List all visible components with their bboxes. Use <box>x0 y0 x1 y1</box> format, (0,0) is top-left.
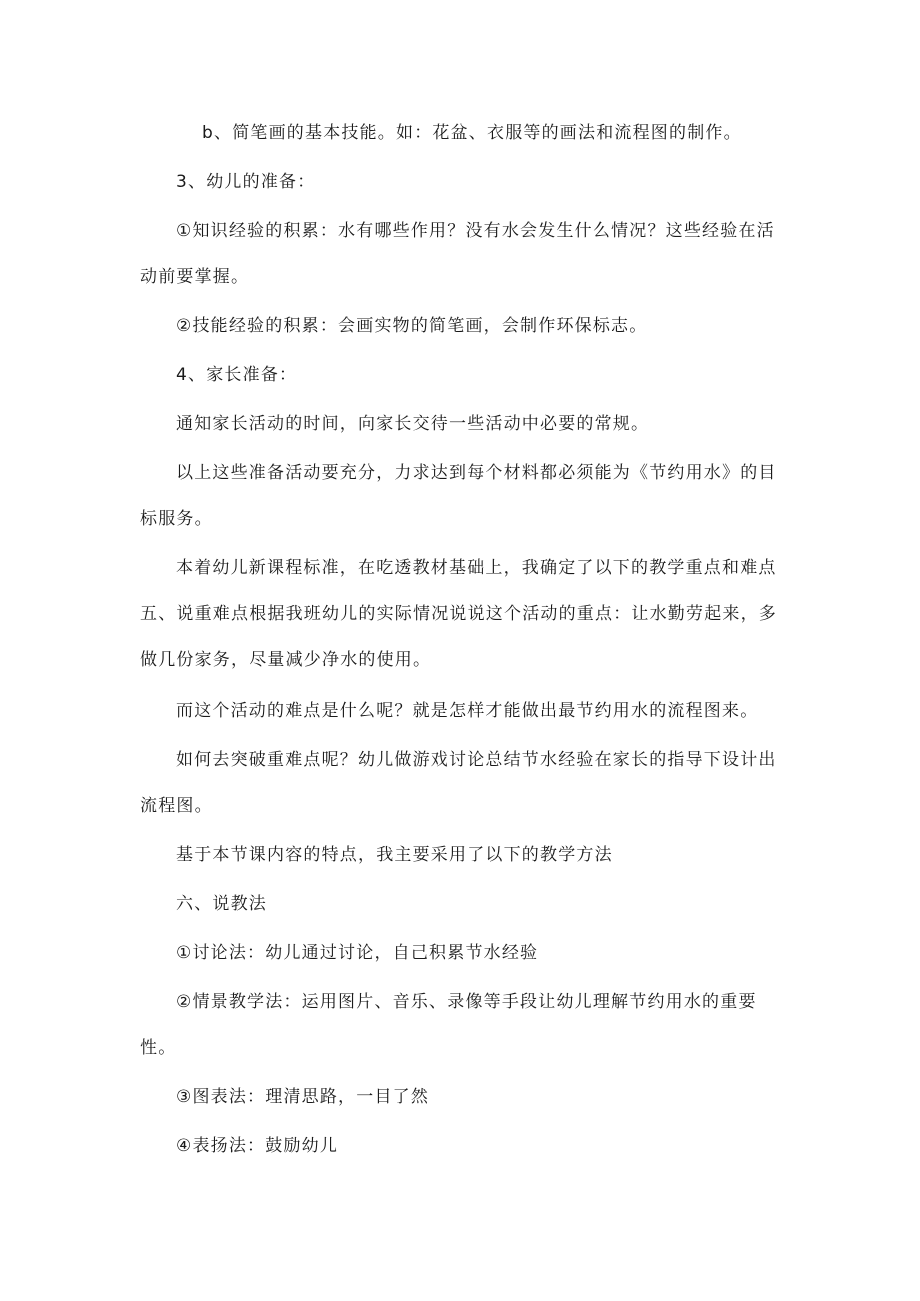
paragraph-notify-parents: 通知家长活动的时间，向家长交待一些活动中必要的常规。 <box>176 414 650 434</box>
paragraph-breakthrough: 如何去突破重难点呢？幼儿做游戏讨论总结节水经验在家长的指导下设计出流程图。 <box>140 750 777 816</box>
paragraph-skill-experience: ②技能经验的积累：会画实物的简笔画，会制作环保标志。 <box>176 316 648 336</box>
paragraph-key-points: 本着幼儿新课程标准，在吃透教材基础上，我确定了以下的教学重点和难点五、说重难点根据我班幼儿的实际情况说说这个活动的重点：让水勤劳起来，多做几份家务，尽量减少净水的使用。 <box>140 558 777 670</box>
list-item-praise-method: ④表扬法：鼓励幼儿 <box>176 1136 339 1156</box>
paragraph-difficulty: 而这个活动的难点是什么呢？就是怎样才能做出最节约用水的流程图来。 <box>176 701 759 721</box>
heading-child-preparation: 3、幼儿的准备： <box>176 172 316 192</box>
paragraph-sketch-skills: b、简笔画的基本技能。如：花盆、衣服等的画法和流程图的制作。 <box>202 123 742 143</box>
list-item-chart-method: ③图表法：理清思路，一目了然 <box>176 1087 430 1107</box>
heading-parent-preparation: 4、家长准备： <box>176 365 298 385</box>
list-item-discussion-method: ①讨论法：幼儿通过讨论，自己积累节水经验 <box>176 943 539 963</box>
heading-teaching-methods: 六、说教法 <box>176 894 267 914</box>
list-item-situational-method: ②情景教学法：运用图片、音乐、录像等手段让幼儿理解节约用水的重要性。 <box>140 992 757 1058</box>
paragraph-teaching-method-intro: 基于本节课内容的特点，我主要采用了以下的教学方法 <box>176 845 613 865</box>
paragraph-knowledge-experience: ①知识经验的积累：水有哪些作用？没有水会发生什么情况？这些经验在活动前要掌握。 <box>140 221 775 287</box>
paragraph-preparation-summary: 以上这些准备活动要充分，力求达到每个材料都必须能为《节约用水》的目标服务。 <box>140 463 777 529</box>
